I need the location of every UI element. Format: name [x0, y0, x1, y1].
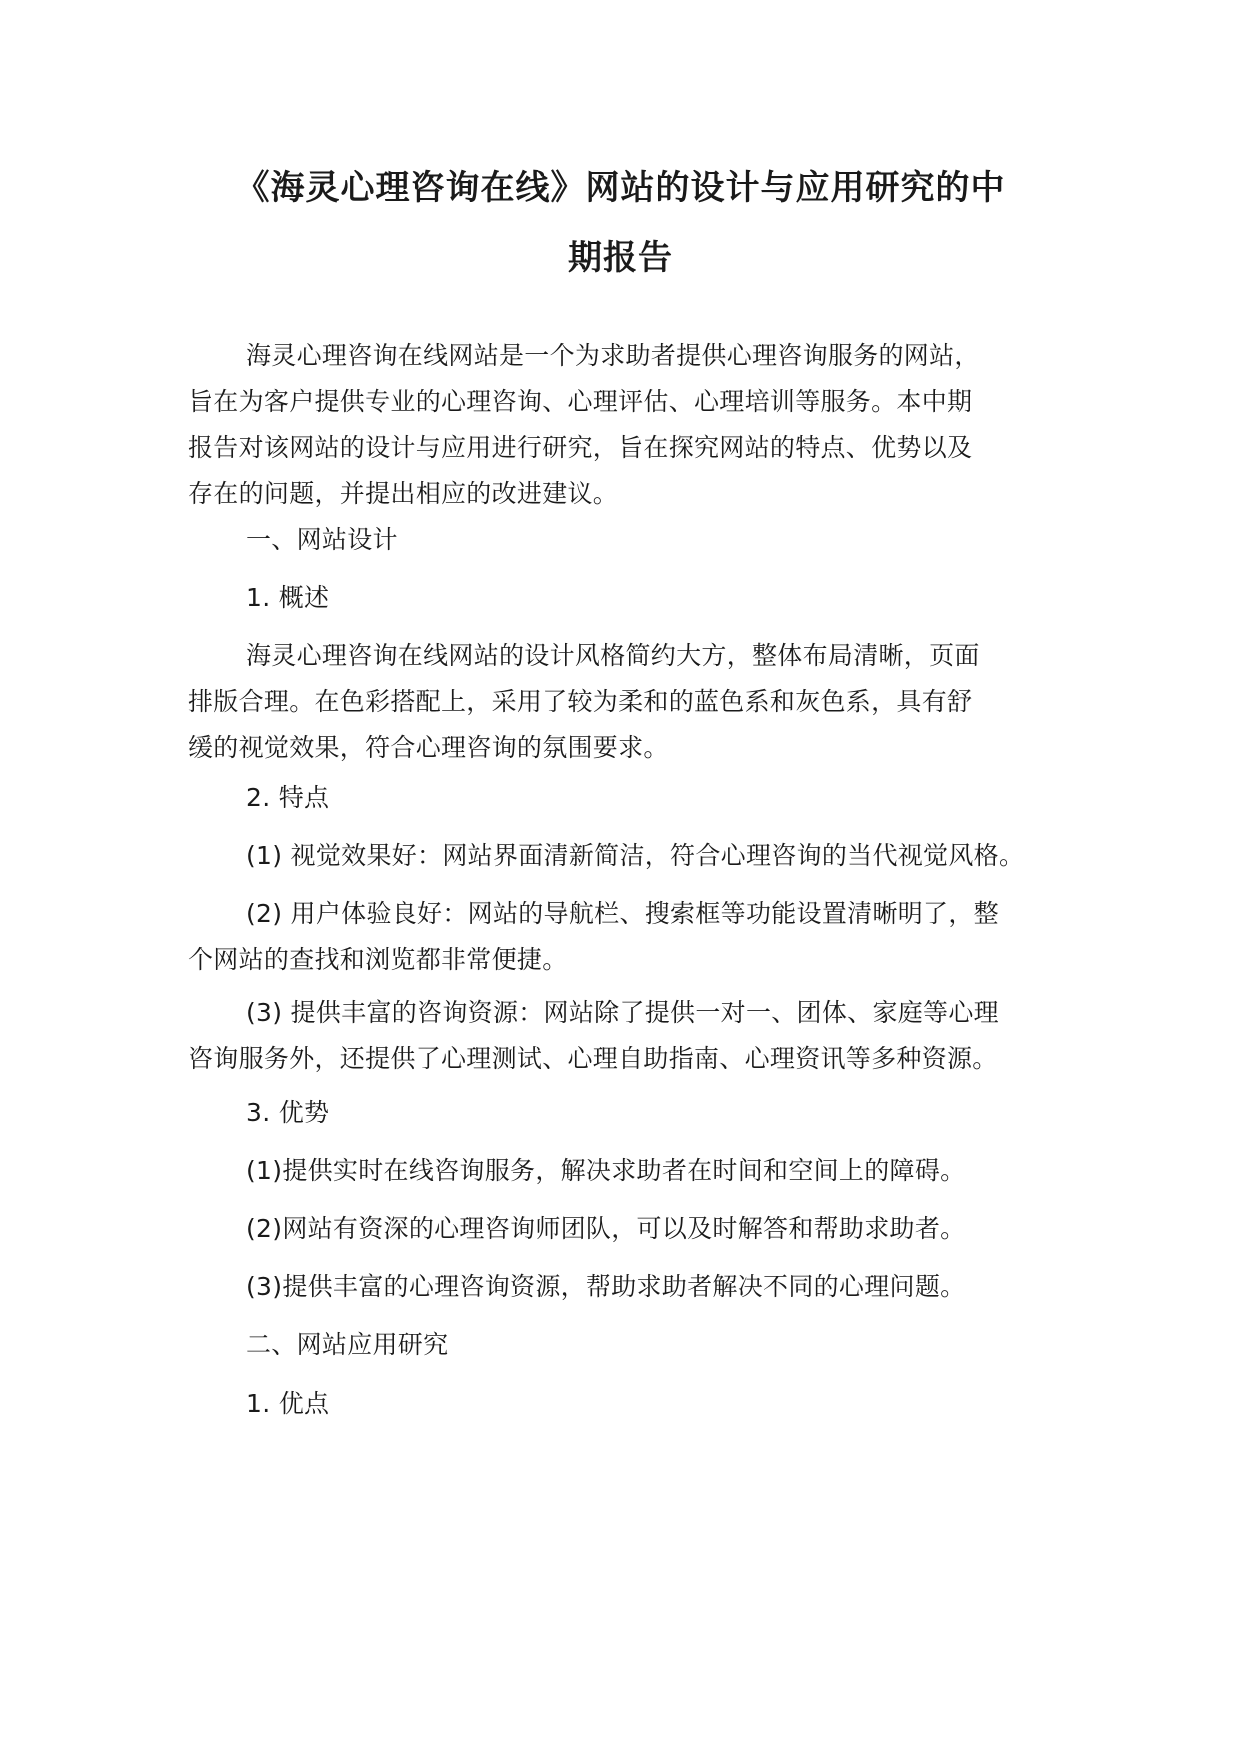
- document-title-line-1: 《海灵心理咨询在线》网站的设计与应用研究的中: [235, 168, 1006, 208]
- section-1-heading: [188, 517, 1058, 563]
- feature-item-1: [188, 833, 1058, 879]
- advantage-line: (3)提供丰富的心理咨询资源，帮助求助者解决不同的心理问题。: [246, 1272, 966, 1301]
- intro-paragraph: [188, 333, 1058, 517]
- document-title-line-2: 期报告: [568, 238, 673, 278]
- overview-line: 排版合理。在色彩搭配上，采用了较为柔和的蓝色系和灰色系，具有舒: [188, 687, 973, 716]
- advantage-item-2: [188, 1206, 1058, 1252]
- advantage-item-3: [188, 1264, 1058, 1310]
- subsection-merits-heading: [188, 1381, 1058, 1427]
- intro-line: 报告对该网站的设计与应用进行研究，旨在探究网站的特点、优势以及: [188, 433, 973, 462]
- overview-line: 海灵心理咨询在线网站的设计风格简约大方，整体布局清晰，页面: [246, 641, 980, 670]
- intro-line: 存在的问题，并提出相应的改进建议。: [188, 479, 619, 508]
- feature-line: 咨询服务外，还提供了心理测试、心理自助指南、心理资讯等多种资源。: [188, 1044, 998, 1073]
- feature-item-2: [188, 891, 1058, 983]
- advantage-line: (1)提供实时在线咨询服务，解决求助者在时间和空间上的障碍。: [246, 1156, 966, 1185]
- feature-item-3: [188, 990, 1058, 1082]
- feature-line: (3) 提供丰富的咨询资源：网站除了提供一对一、团体、家庭等心理: [246, 998, 999, 1027]
- subsection-advantages-heading: [188, 1090, 1058, 1136]
- section-heading-text: 二、网站应用研究: [246, 1330, 449, 1359]
- subsection-heading-text: 1. 优点: [246, 1389, 330, 1418]
- advantage-item-1: [188, 1148, 1058, 1194]
- subsection-overview-heading: [188, 575, 1058, 621]
- subsection-heading-text: 1. 概述: [246, 583, 330, 612]
- subsection-heading-text: 3. 优势: [246, 1098, 330, 1127]
- feature-line: (2) 用户体验良好：网站的导航栏、搜索框等功能设置清晰明了，整: [246, 899, 999, 928]
- feature-line: (1) 视觉效果好：网站界面清新简洁，符合心理咨询的当代视觉风格。: [246, 841, 1025, 870]
- feature-line: 个网站的查找和浏览都非常便捷。: [188, 945, 568, 974]
- intro-line: 海灵心理咨询在线网站是一个为求助者提供心理咨询服务的网站，: [246, 341, 980, 370]
- section-2-heading: [188, 1322, 1058, 1368]
- intro-line: 旨在为客户提供专业的心理咨询、心理评估、心理培训等服务。本中期: [188, 387, 973, 416]
- overview-paragraph: [188, 633, 1058, 771]
- subsection-heading-text: 2. 特点: [246, 783, 330, 812]
- overview-line: 缓的视觉效果，符合心理咨询的氛围要求。: [188, 733, 669, 762]
- subsection-features-heading: [188, 775, 1058, 821]
- advantage-line: (2)网站有资深的心理咨询师团队，可以及时解答和帮助求助者。: [246, 1214, 966, 1243]
- section-heading-text: 一、网站设计: [246, 525, 398, 554]
